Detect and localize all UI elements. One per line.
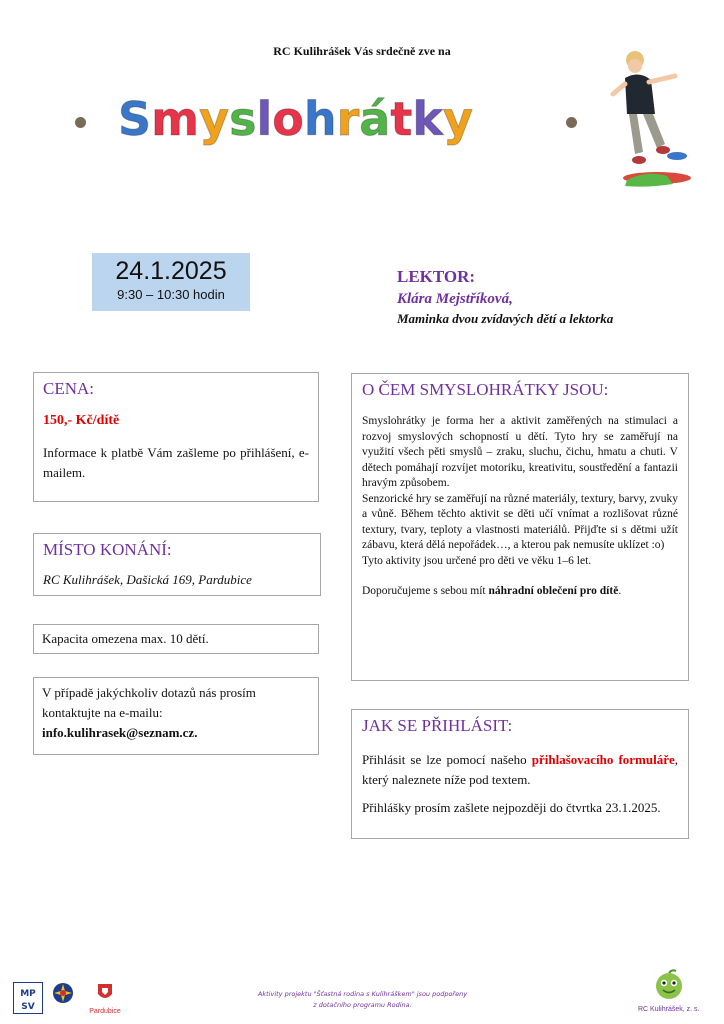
about-paragraph-2: Senzorické hry se zaměřují na různé materiály, textury, barvy, zvuky a vůně. Během těchto aktivit se děti učí vnímat a rozlišovat různé textury, tvary, teploty a vlastnosti materiálů. Přijďte si s dětmi užít zábavu, která dělá nepořádek…, a kterou pak nemusíte uklízet :o) <box>362 492 678 551</box>
event-title <box>118 94 473 144</box>
contact-text: V případě jakýchkoliv dotazů nás prosím kontaktujte na e-mailu: <box>42 685 256 720</box>
about-paragraph-4 <box>362 584 678 600</box>
title-letter: y <box>199 92 230 146</box>
price-amount: 150,- Kč/dítě <box>43 413 120 428</box>
title-letter: m <box>151 92 200 146</box>
capacity-box <box>33 624 319 654</box>
about-p4-bold: náhradní oblečení pro dítě <box>488 585 619 597</box>
child-balancing-photo <box>607 48 703 190</box>
pardubice-logo <box>86 982 124 1015</box>
pardubice-logo-text: Pardubice <box>89 1008 121 1015</box>
organization-name: RC Kulihrášek, z. s. <box>638 1006 700 1013</box>
lector-section <box>397 266 638 328</box>
register-p1-prefix: Přihlásit se lze pomocí našeho <box>362 752 527 767</box>
title-letter: s <box>229 92 257 146</box>
about-p4-prefix: Doporučujeme s sebou mít <box>362 585 486 597</box>
title-letter: o <box>272 92 304 146</box>
register-heading: JAK SE PŘIHLÁSIT: <box>362 716 513 735</box>
contact-box <box>33 677 319 755</box>
kulihrasek-mascot-logo <box>652 968 686 1002</box>
title-letter: r <box>336 92 360 146</box>
footer-note-line-1: Aktivity projektu "Šťastná rodina s Kulihráškem" jsou podpořeny <box>257 990 468 998</box>
title-letter: t <box>390 92 413 146</box>
capacity-text: Kapacita omezena max. 10 dětí. <box>42 631 209 646</box>
event-time: 9:30 – 10:30 hodin <box>117 287 225 302</box>
price-info: Informace k platbě Vám zašleme po přihlášení, e-mailem. <box>43 445 309 480</box>
title-letter: h <box>303 92 337 146</box>
lector-heading: LEKTOR: <box>397 267 476 286</box>
about-box <box>351 373 689 681</box>
title-letter: y <box>442 92 473 146</box>
title-letter: l <box>256 92 273 146</box>
register-box <box>351 709 689 839</box>
mpsv-logo <box>13 982 43 1014</box>
decor-dot-left <box>75 117 86 128</box>
invite-text: RC Kulihrášek Vás srdečně zve na <box>273 44 451 58</box>
about-paragraph-3: Tyto aktivity jsou určené pro děti ve věku 1–6 let. <box>362 554 592 567</box>
register-paragraph-1 <box>362 750 678 790</box>
about-p4-suffix: . <box>618 585 622 597</box>
svg-text:MP: MP <box>20 989 36 999</box>
decor-dot-right <box>566 117 577 128</box>
lector-name: Klára Mejstříková, <box>397 291 513 307</box>
venue-heading: MÍSTO KONÁNÍ: <box>43 540 172 559</box>
title-letter: S <box>118 92 152 146</box>
contact-email-link[interactable]: info.kulihrasek@seznam.cz. <box>42 725 198 740</box>
footer-funding-note <box>250 989 475 1011</box>
footer-note-line-2: z dotačního programu Rodina. <box>313 1001 412 1009</box>
event-date-box <box>92 253 250 311</box>
pea-mascot-icon <box>652 968 686 1002</box>
partner-emblem-icon <box>52 982 74 1004</box>
registration-form-link[interactable]: přihlašovacího formuláře <box>531 752 675 767</box>
venue-box <box>33 533 321 596</box>
event-date: 24.1.2025 <box>115 257 227 285</box>
title-letter: á <box>359 92 391 146</box>
register-paragraph-2: Přihlášky prosím zašlete nejpozději do čtvrtka 23.1.2025. <box>362 800 661 815</box>
about-heading: O ČEM SMYSLOHRÁTKY JSOU: <box>362 380 609 399</box>
about-paragraph-1: Smyslohrátky je forma her a aktivit zaměřených na stimulaci a rozvoj smyslových schopností u dětí. Tyto hry se zaměřují na využití všech pěti smyslů – zraku, sluchu, čichu, hmatu a chuti. V dětech pomáhají rozvíjet motoriku, kreativitu, soustředění a fantazii hravým způsobem. <box>362 415 678 489</box>
venue-address: RC Kulihrášek, Dašická 169, Pardubice <box>43 572 252 587</box>
mpsv-logo-icon <box>14 983 42 1013</box>
price-box <box>33 372 319 502</box>
lector-description: Maminka dvou zvídavých dětí a lektorka <box>397 311 614 326</box>
price-heading: CENA: <box>43 379 94 398</box>
title-letter: k <box>412 92 443 146</box>
register-p1-suffix: , který naleznete níže pod textem. <box>362 752 678 787</box>
svg-text:SV: SV <box>21 1002 35 1012</box>
pardubice-logo-icon <box>86 982 124 1002</box>
